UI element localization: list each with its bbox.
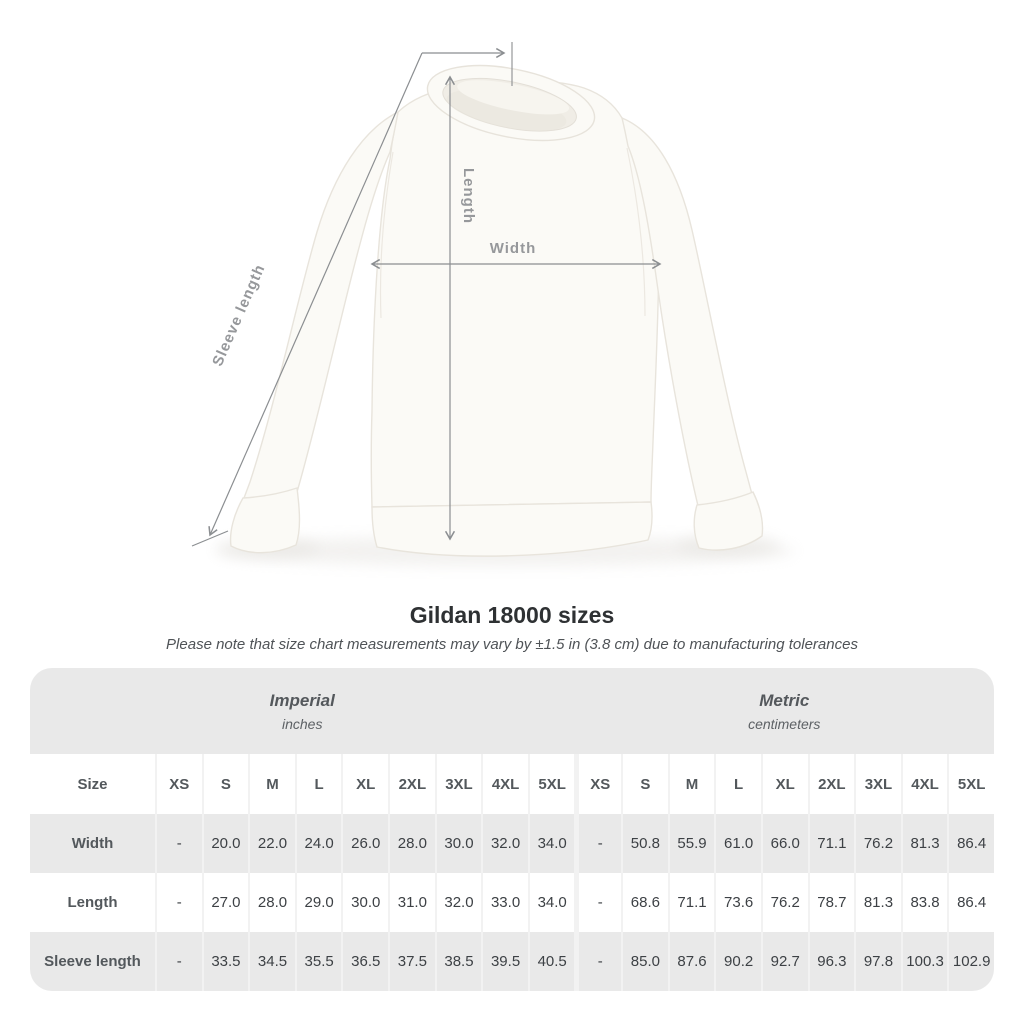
- imperial-label: Imperial: [269, 690, 335, 710]
- metric-label: Metric: [759, 690, 810, 710]
- value-cell: 33.0: [481, 873, 528, 932]
- value-cell: 27.0: [202, 873, 249, 932]
- value-cell: 34.0: [528, 873, 575, 932]
- left-cuff: [231, 488, 300, 553]
- value-cell: 22.0: [248, 814, 295, 873]
- size-header-cell: M: [668, 754, 715, 814]
- value-cell: -: [155, 814, 202, 873]
- value-cell: 28.0: [248, 873, 295, 932]
- imperial-unit-label: inches: [282, 715, 323, 732]
- size-header-cell: 3XL: [435, 754, 482, 814]
- value-cell: 68.6: [621, 873, 668, 932]
- value-cell: 87.6: [668, 932, 715, 991]
- value-cell: 55.9: [668, 814, 715, 873]
- value-cell: 30.0: [435, 814, 482, 873]
- value-cell: 73.6: [714, 873, 761, 932]
- value-cell: 32.0: [481, 814, 528, 873]
- value-cell: 81.3: [854, 873, 901, 932]
- row-label: Width: [30, 814, 155, 873]
- size-header-row: [30, 754, 994, 814]
- row-label: Length: [30, 873, 155, 932]
- value-cell: 24.0: [295, 814, 342, 873]
- value-cell: 96.3: [808, 932, 855, 991]
- size-header-cell: 4XL: [481, 754, 528, 814]
- value-cell: 50.8: [621, 814, 668, 873]
- value-cell: 34.0: [528, 814, 575, 873]
- size-header-cell: 2XL: [388, 754, 435, 814]
- value-cell: 102.9: [947, 932, 994, 991]
- value-cell: 76.2: [761, 873, 808, 932]
- value-cell: 39.5: [481, 932, 528, 991]
- value-cell: 66.0: [761, 814, 808, 873]
- metric-unit-label: centimeters: [748, 715, 821, 732]
- size-header-cell: 3XL: [854, 754, 901, 814]
- value-cell: 97.8: [854, 932, 901, 991]
- value-cell: 26.0: [341, 814, 388, 873]
- value-cell: 61.0: [714, 814, 761, 873]
- value-cell: 40.5: [528, 932, 575, 991]
- value-cell: 81.3: [901, 814, 948, 873]
- sweatshirt-illustration: [231, 53, 763, 556]
- value-cell: 100.3: [901, 932, 948, 991]
- value-cell: 38.5: [435, 932, 482, 991]
- length-label: Length: [460, 168, 477, 224]
- value-cell: -: [155, 932, 202, 991]
- size-table: [30, 668, 994, 991]
- value-cell: 78.7: [808, 873, 855, 932]
- size-header-cell: XS: [574, 754, 621, 814]
- value-cell: 90.2: [714, 932, 761, 991]
- size-header-cell: XL: [761, 754, 808, 814]
- value-cell: 31.0: [388, 873, 435, 932]
- value-cell: 36.5: [341, 932, 388, 991]
- width-label: Width: [489, 240, 537, 257]
- value-cell: 37.5: [388, 932, 435, 991]
- size-header-cell: S: [621, 754, 668, 814]
- sweatshirt-body: [371, 80, 659, 507]
- length-row: [30, 873, 994, 932]
- size-column-header: Size: [30, 754, 155, 814]
- sleeve-length-label: Sleeve length: [209, 261, 269, 369]
- value-cell: 32.0: [435, 873, 482, 932]
- size-header-cell: M: [248, 754, 295, 814]
- value-cell: 86.4: [947, 814, 994, 873]
- value-cell: 85.0: [621, 932, 668, 991]
- size-header-cell: S: [202, 754, 249, 814]
- size-header-cell: 5XL: [528, 754, 575, 814]
- value-cell: -: [574, 814, 621, 873]
- imperial-header-cell: [30, 668, 574, 754]
- value-cell: 34.5: [248, 932, 295, 991]
- value-cell: 35.5: [295, 932, 342, 991]
- row-label: Sleeve length: [30, 932, 155, 991]
- size-header-cell: 4XL: [901, 754, 948, 814]
- width-row: [30, 814, 994, 873]
- size-header-cell: 5XL: [947, 754, 994, 814]
- value-cell: -: [574, 932, 621, 991]
- metric-header-cell: [574, 668, 994, 754]
- value-cell: 76.2: [854, 814, 901, 873]
- value-cell: -: [574, 873, 621, 932]
- page-title: Gildan 18000 sizes: [409, 602, 615, 628]
- value-cell: 71.1: [668, 873, 715, 932]
- value-cell: 28.0: [388, 814, 435, 873]
- value-cell: 29.0: [295, 873, 342, 932]
- value-cell: 30.0: [341, 873, 388, 932]
- size-header-cell: L: [295, 754, 342, 814]
- value-cell: 71.1: [808, 814, 855, 873]
- value-cell: 83.8: [901, 873, 948, 932]
- size-header-cell: XL: [341, 754, 388, 814]
- value-cell: -: [155, 873, 202, 932]
- unit-header-row: [30, 668, 994, 754]
- value-cell: 92.7: [761, 932, 808, 991]
- size-table-grid: [30, 668, 994, 991]
- size-header-cell: L: [714, 754, 761, 814]
- value-cell: 86.4: [947, 873, 994, 932]
- sleeve-length-row: [30, 932, 994, 991]
- size-header-cell: 2XL: [808, 754, 855, 814]
- value-cell: 33.5: [202, 932, 249, 991]
- value-cell: 20.0: [202, 814, 249, 873]
- tolerance-note: Please note that size chart measurements may vary by ±1.5 in (3.8 cm) due to manufacturing tolerances: [166, 636, 858, 653]
- size-header-cell: XS: [155, 754, 202, 814]
